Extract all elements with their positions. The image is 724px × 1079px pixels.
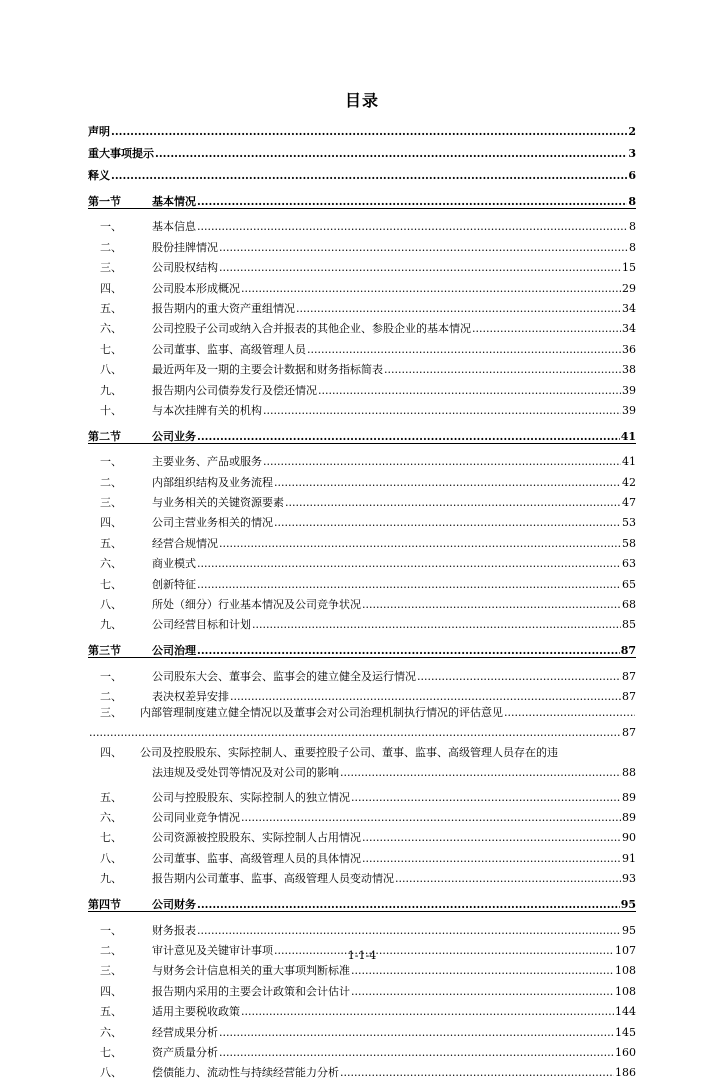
item-number: 三、 <box>100 261 122 275</box>
leader-dots <box>263 455 621 468</box>
leader-dots <box>252 618 621 631</box>
leader-dots <box>197 644 620 657</box>
item-number: 八、 <box>100 1066 122 1079</box>
section-number: 第二节 <box>88 429 121 443</box>
leader-dots <box>362 598 621 611</box>
leader-dots <box>263 404 621 417</box>
toc-entry[interactable] <box>88 138 636 160</box>
item-label: 基本信息 <box>152 220 196 234</box>
item-page: 85 <box>622 618 636 632</box>
page-title: 目录 <box>344 91 379 110</box>
item-label: 公司资源被控股股东、实际控制人占用情况 <box>152 831 361 845</box>
toc-item[interactable] <box>88 683 636 703</box>
item-label: 公司股权结构 <box>152 261 218 275</box>
item-page: 87 <box>622 669 636 683</box>
item-number: 一、 <box>100 220 122 234</box>
leader-dots <box>285 496 621 509</box>
item-label: 偿债能力、流动性与持续经营能力分析 <box>152 1066 339 1079</box>
section-number: 第三节 <box>88 644 121 658</box>
toc-item[interactable] <box>88 977 636 997</box>
toc-entry-page: 3 <box>628 147 636 160</box>
item-label: 与财务会计信息相关的重大事项判断标准 <box>152 964 350 978</box>
leader-dots <box>197 195 627 208</box>
toc-item[interactable] <box>88 591 636 611</box>
toc-entry-label: 释义 <box>88 169 110 182</box>
item-number: 一、 <box>100 923 122 937</box>
leader-dots <box>230 690 621 703</box>
item-page: 108 <box>615 984 636 998</box>
item-label: 创新特征 <box>152 577 196 591</box>
section-page: 95 <box>620 898 636 912</box>
item-label: 公司董事、监事、高级管理人员 <box>152 342 306 356</box>
leader-dots <box>219 1046 614 1059</box>
item-page: 90 <box>622 831 636 845</box>
item-label: 公司控股子公司或纳入合并报表的其他企业、参股企业的基本情况 <box>152 322 471 336</box>
item-number: 六、 <box>100 810 122 824</box>
leader-dots <box>219 1026 614 1039</box>
item-page: 91 <box>622 851 636 865</box>
item-label: 最近两年及一期的主要会计数据和财务指标简表 <box>152 363 383 377</box>
leader-dots <box>197 430 620 443</box>
item-page: 42 <box>622 475 636 489</box>
section-page: 8 <box>628 195 636 208</box>
item-page: 38 <box>622 363 636 377</box>
item-label: 公司股东大会、董事会、监事会的建立健全及运行情况 <box>152 669 416 683</box>
item-label: 公司董事、监事、高级管理人员的具体情况 <box>152 851 361 865</box>
item-number: 五、 <box>100 536 122 550</box>
item-label: 经营成果分析 <box>152 1025 218 1039</box>
toc-entry-page: 2 <box>628 125 636 138</box>
item-number: 四、 <box>100 516 122 530</box>
toc-item[interactable] <box>88 998 636 1018</box>
toc-item[interactable] <box>88 254 636 274</box>
toc-item[interactable] <box>88 1018 636 1038</box>
section-number: 第一节 <box>88 195 121 208</box>
item-page: 93 <box>622 872 636 886</box>
item-page: 47 <box>622 496 636 510</box>
section-label: 基本情况 <box>152 195 196 208</box>
item-label: 公司同业竞争情况 <box>152 810 240 824</box>
item-number: 二、 <box>100 690 122 704</box>
toc-item-wrapped[interactable] <box>88 743 636 783</box>
item-page: 160 <box>615 1045 636 1059</box>
item-label: 所处（细分）行业基本情况及公司竞争状况 <box>152 598 361 612</box>
toc-item[interactable] <box>88 824 636 844</box>
section-label: 公司治理 <box>152 644 196 658</box>
toc-item[interactable] <box>88 468 636 488</box>
toc-item[interactable] <box>88 916 636 936</box>
toc-item[interactable] <box>88 489 636 509</box>
item-page: 36 <box>622 342 636 356</box>
item-label: 报告期内采用的主要会计政策和会计估计 <box>152 984 350 998</box>
item-page: 87 <box>622 690 636 704</box>
toc-section-heading[interactable] <box>88 635 636 658</box>
toc-item[interactable] <box>88 783 636 803</box>
leader-dots <box>274 516 621 529</box>
toc-item[interactable] <box>88 550 636 570</box>
leader-dots <box>417 670 621 683</box>
item-number: 十、 <box>100 403 122 417</box>
item-number: 八、 <box>100 851 122 865</box>
toc-item[interactable] <box>88 356 636 376</box>
section-page: 87 <box>620 644 636 658</box>
toc-entry-label: 重大事项提示 <box>88 147 154 160</box>
item-number: 四、 <box>100 984 122 998</box>
item-page: 53 <box>622 516 636 530</box>
section-label: 公司财务 <box>152 898 196 912</box>
item-number: 四、 <box>100 746 122 760</box>
table-of-contents <box>88 116 636 1079</box>
toc-item[interactable] <box>88 335 636 355</box>
toc-item[interactable] <box>88 1039 636 1059</box>
item-label: 主要业务、产品或服务 <box>152 455 262 469</box>
item-page: 39 <box>622 403 636 417</box>
item-page: 87 <box>622 726 636 740</box>
item-number: 七、 <box>100 1045 122 1059</box>
toc-item[interactable] <box>88 509 636 529</box>
item-label: 报告期内公司债券发行及偿还情况 <box>152 383 317 397</box>
item-page: 89 <box>622 790 636 804</box>
toc-item-wrapped[interactable] <box>88 703 636 743</box>
item-page: 41 <box>622 455 636 469</box>
item-label: 内部组织结构及业务流程 <box>152 475 273 489</box>
leader-dots <box>274 476 621 489</box>
item-number: 八、 <box>100 363 122 377</box>
item-number: 一、 <box>100 669 122 683</box>
item-page: 15 <box>622 261 636 275</box>
leader-dots <box>395 872 621 885</box>
toc-item[interactable] <box>88 611 636 631</box>
item-page: 29 <box>622 281 636 295</box>
toc-entry-page: 6 <box>628 169 636 182</box>
item-number: 九、 <box>100 872 122 886</box>
toc-section-heading[interactable] <box>88 186 636 209</box>
toc-entry[interactable] <box>88 160 636 182</box>
section-page: 41 <box>620 429 636 443</box>
item-number: 二、 <box>100 943 122 957</box>
toc-item[interactable] <box>88 804 636 824</box>
item-label: 表决权差异安排 <box>152 690 229 704</box>
toc-entry[interactable] <box>88 116 636 138</box>
item-number: 四、 <box>100 281 122 295</box>
item-page: 95 <box>622 923 636 937</box>
item-number: 三、 <box>100 706 122 720</box>
leader-dots <box>197 220 628 233</box>
item-number: 七、 <box>100 831 122 845</box>
leader-dots <box>351 791 621 804</box>
toc-item[interactable] <box>88 662 636 682</box>
leader-dots <box>197 924 621 937</box>
item-label: 公司经营目标和计划 <box>152 618 251 632</box>
item-label: 公司及控股股东、实际控制人、重要控股子公司、董事、监事、高级管理人员存在的违 <box>140 746 558 760</box>
toc-item[interactable] <box>88 376 636 396</box>
leader-dots <box>111 125 627 138</box>
toc-item[interactable] <box>88 865 636 885</box>
item-label: 公司与控股股东、实际控制人的独立情况 <box>152 790 350 804</box>
leader-dots <box>197 557 621 570</box>
item-number: 七、 <box>100 577 122 591</box>
item-number: 七、 <box>100 342 122 356</box>
item-page: 186 <box>615 1066 636 1079</box>
item-number: 二、 <box>100 240 122 254</box>
item-page: 34 <box>622 301 636 315</box>
item-page: 108 <box>615 964 636 978</box>
section-number: 第四节 <box>88 898 121 912</box>
leader-dots <box>504 703 635 723</box>
item-number: 六、 <box>100 1025 122 1039</box>
toc-item[interactable] <box>88 315 636 335</box>
item-page: 144 <box>615 1005 636 1019</box>
item-label: 商业模式 <box>152 557 196 571</box>
item-number: 九、 <box>100 618 122 632</box>
section-label: 公司业务 <box>152 429 196 443</box>
item-label-continued: 法违规及受处罚等情况及对公司的影响 <box>152 766 339 780</box>
leader-dots <box>340 1066 614 1079</box>
leader-dots <box>351 985 614 998</box>
item-page: 39 <box>622 383 636 397</box>
leader-dots <box>111 169 627 182</box>
item-page: 89 <box>622 810 636 824</box>
leader-dots <box>296 302 621 315</box>
leader-dots <box>318 384 621 397</box>
item-label: 审计意见及关键审计事项 <box>152 943 273 957</box>
leader-dots <box>384 363 621 376</box>
leader-dots <box>241 282 621 295</box>
item-label: 公司股本形成概况 <box>152 281 240 295</box>
leader-dots <box>241 811 621 824</box>
item-label: 经营合规情况 <box>152 536 218 550</box>
item-number: 八、 <box>100 598 122 612</box>
leader-dots <box>219 241 628 254</box>
item-label: 公司主营业务相关的情况 <box>152 516 273 530</box>
toc-item[interactable] <box>88 529 636 549</box>
item-label: 适用主要税收政策 <box>152 1005 240 1019</box>
item-page: 58 <box>622 536 636 550</box>
item-page: 68 <box>622 598 636 612</box>
item-number: 三、 <box>100 496 122 510</box>
item-page: 34 <box>622 322 636 336</box>
item-page: 8 <box>629 220 636 234</box>
toc-item[interactable] <box>88 1059 636 1079</box>
item-label: 资产质量分析 <box>152 1045 218 1059</box>
leader-dots <box>197 578 621 591</box>
toc-section-heading[interactable] <box>88 889 636 912</box>
item-number: 五、 <box>100 1005 122 1019</box>
page-number-footer: 1-1-4 <box>347 949 377 962</box>
item-label: 与业务相关的关键资源要素 <box>152 496 284 510</box>
item-label: 财务报表 <box>152 923 196 937</box>
item-page: 107 <box>615 943 636 957</box>
leader-dots <box>351 964 614 977</box>
toc-entry-label: 声明 <box>88 125 110 138</box>
leader-dots <box>219 261 621 274</box>
leader-dots <box>307 343 621 356</box>
item-page: 65 <box>622 577 636 591</box>
leader-dots <box>340 763 621 783</box>
leader-dots <box>155 147 627 160</box>
toc-item[interactable] <box>88 274 636 294</box>
item-label: 与本次挂牌有关的机构 <box>152 403 262 417</box>
item-label: 内部管理制度建立健全情况以及董事会对公司治理机制执行情况的评估意见 <box>140 706 503 720</box>
item-page: 8 <box>629 240 636 254</box>
toc-section-heading[interactable] <box>88 421 636 444</box>
item-number: 五、 <box>100 790 122 804</box>
item-page: 145 <box>615 1025 636 1039</box>
item-number: 六、 <box>100 557 122 571</box>
leader-dots <box>197 898 620 911</box>
leader-dots <box>219 537 621 550</box>
item-number: 二、 <box>100 475 122 489</box>
leader-dots <box>362 831 621 844</box>
toc-item[interactable] <box>88 295 636 315</box>
toc-item[interactable] <box>88 570 636 590</box>
item-page: 63 <box>622 557 636 571</box>
leader-dots <box>241 1005 614 1018</box>
item-page: 88 <box>622 766 636 780</box>
leader-dots <box>472 322 621 335</box>
item-number: 五、 <box>100 301 122 315</box>
toc-item[interactable] <box>88 448 636 468</box>
item-number: 三、 <box>100 964 122 978</box>
item-label: 报告期内公司董事、监事、高级管理人员变动情况 <box>152 872 394 886</box>
leader-dots <box>89 723 621 743</box>
item-label: 报告期内的重大资产重组情况 <box>152 301 295 315</box>
leader-dots <box>362 852 621 865</box>
item-number: 九、 <box>100 383 122 397</box>
toc-item[interactable] <box>88 233 636 253</box>
item-number: 一、 <box>100 455 122 469</box>
toc-item[interactable] <box>88 844 636 864</box>
toc-item[interactable] <box>88 397 636 417</box>
toc-item[interactable] <box>88 213 636 233</box>
item-number: 六、 <box>100 322 122 336</box>
item-label: 股份挂牌情况 <box>152 240 218 254</box>
